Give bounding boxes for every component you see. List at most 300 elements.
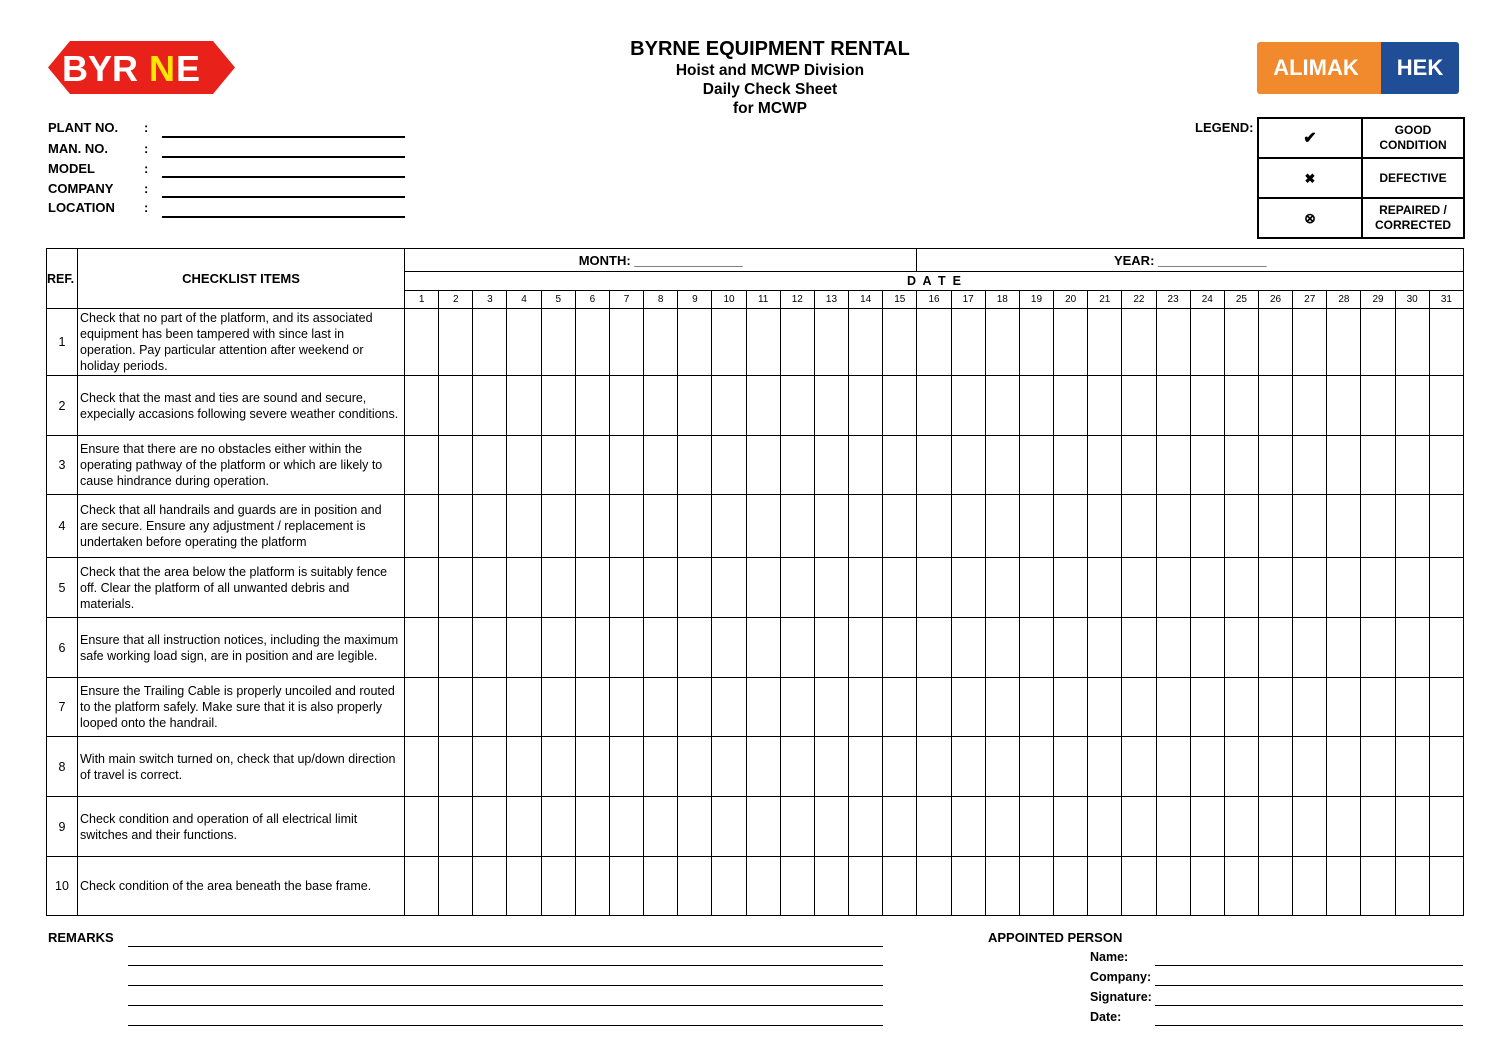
- check-cell[interactable]: [1019, 857, 1053, 916]
- check-cell[interactable]: [917, 618, 951, 678]
- check-cell[interactable]: [678, 436, 712, 495]
- check-cell[interactable]: [1190, 436, 1224, 495]
- check-cell[interactable]: [1156, 618, 1190, 678]
- check-cell[interactable]: [439, 618, 473, 678]
- check-cell[interactable]: [814, 618, 848, 678]
- check-cell[interactable]: [1361, 857, 1395, 916]
- check-cell[interactable]: [473, 495, 507, 558]
- check-cell[interactable]: [849, 678, 883, 737]
- check-cell[interactable]: [883, 737, 917, 797]
- check-cell[interactable]: [849, 495, 883, 558]
- check-cell[interactable]: [405, 436, 439, 495]
- check-cell[interactable]: [917, 376, 951, 436]
- check-cell[interactable]: [541, 797, 575, 857]
- check-cell[interactable]: [1395, 376, 1429, 436]
- check-cell[interactable]: [1054, 495, 1088, 558]
- check-cell[interactable]: [712, 495, 746, 558]
- check-cell[interactable]: [712, 436, 746, 495]
- check-cell[interactable]: [814, 495, 848, 558]
- check-cell[interactable]: [1190, 678, 1224, 737]
- check-cell[interactable]: [712, 558, 746, 618]
- plant-no-line[interactable]: [162, 136, 405, 138]
- check-cell[interactable]: [1224, 558, 1258, 618]
- check-cell[interactable]: [746, 618, 780, 678]
- check-cell[interactable]: [439, 376, 473, 436]
- check-cell[interactable]: [1293, 558, 1327, 618]
- check-cell[interactable]: [541, 558, 575, 618]
- company-line[interactable]: [1155, 985, 1463, 986]
- check-cell[interactable]: [883, 857, 917, 916]
- check-cell[interactable]: [678, 618, 712, 678]
- check-cell[interactable]: [1395, 495, 1429, 558]
- check-cell[interactable]: [883, 376, 917, 436]
- check-cell[interactable]: [780, 309, 814, 376]
- year-field[interactable]: YEAR: _______________: [917, 249, 1464, 272]
- check-cell[interactable]: [1156, 309, 1190, 376]
- check-cell[interactable]: [917, 558, 951, 618]
- check-cell[interactable]: [1361, 797, 1395, 857]
- check-cell[interactable]: [985, 737, 1019, 797]
- check-cell[interactable]: [507, 495, 541, 558]
- check-cell[interactable]: [405, 678, 439, 737]
- check-cell[interactable]: [1327, 857, 1361, 916]
- check-cell[interactable]: [678, 309, 712, 376]
- check-cell[interactable]: [1088, 309, 1122, 376]
- check-cell[interactable]: [507, 309, 541, 376]
- check-cell[interactable]: [1019, 618, 1053, 678]
- check-cell[interactable]: [405, 376, 439, 436]
- check-cell[interactable]: [439, 857, 473, 916]
- check-cell[interactable]: [951, 436, 985, 495]
- check-cell[interactable]: [405, 558, 439, 618]
- check-cell[interactable]: [1156, 376, 1190, 436]
- remarks-line[interactable]: [128, 946, 883, 947]
- check-cell[interactable]: [678, 558, 712, 618]
- remarks-line[interactable]: [128, 985, 883, 986]
- check-cell[interactable]: [1361, 618, 1395, 678]
- check-cell[interactable]: [883, 436, 917, 495]
- check-cell[interactable]: [609, 678, 643, 737]
- check-cell[interactable]: [609, 558, 643, 618]
- check-cell[interactable]: [1156, 857, 1190, 916]
- check-cell[interactable]: [1019, 737, 1053, 797]
- check-cell[interactable]: [883, 797, 917, 857]
- check-cell[interactable]: [1054, 309, 1088, 376]
- check-cell[interactable]: [1054, 737, 1088, 797]
- check-cell[interactable]: [1122, 495, 1156, 558]
- check-cell[interactable]: [507, 678, 541, 737]
- check-cell[interactable]: [405, 309, 439, 376]
- check-cell[interactable]: [951, 857, 985, 916]
- check-cell[interactable]: [507, 857, 541, 916]
- check-cell[interactable]: [1224, 618, 1258, 678]
- check-cell[interactable]: [678, 857, 712, 916]
- check-cell[interactable]: [780, 376, 814, 436]
- check-cell[interactable]: [1019, 436, 1053, 495]
- check-cell[interactable]: [1395, 558, 1429, 618]
- check-cell[interactable]: [1156, 436, 1190, 495]
- check-cell[interactable]: [1429, 857, 1463, 916]
- check-cell[interactable]: [507, 737, 541, 797]
- check-cell[interactable]: [609, 376, 643, 436]
- check-cell[interactable]: [985, 495, 1019, 558]
- check-cell[interactable]: [1019, 376, 1053, 436]
- check-cell[interactable]: [575, 309, 609, 376]
- check-cell[interactable]: [1258, 618, 1292, 678]
- check-cell[interactable]: [439, 436, 473, 495]
- check-cell[interactable]: [1019, 678, 1053, 737]
- check-cell[interactable]: [985, 678, 1019, 737]
- check-cell[interactable]: [1224, 376, 1258, 436]
- check-cell[interactable]: [780, 436, 814, 495]
- check-cell[interactable]: [1054, 376, 1088, 436]
- check-cell[interactable]: [883, 678, 917, 737]
- check-cell[interactable]: [712, 737, 746, 797]
- check-cell[interactable]: [1122, 737, 1156, 797]
- check-cell[interactable]: [644, 797, 678, 857]
- check-cell[interactable]: [473, 618, 507, 678]
- check-cell[interactable]: [780, 678, 814, 737]
- check-cell[interactable]: [1429, 558, 1463, 618]
- remarks-line[interactable]: [128, 1025, 883, 1026]
- name-line[interactable]: [1155, 965, 1463, 966]
- check-cell[interactable]: [917, 678, 951, 737]
- check-cell[interactable]: [849, 309, 883, 376]
- check-cell[interactable]: [507, 376, 541, 436]
- check-cell[interactable]: [1293, 436, 1327, 495]
- check-cell[interactable]: [712, 376, 746, 436]
- check-cell[interactable]: [575, 436, 609, 495]
- check-cell[interactable]: [780, 618, 814, 678]
- check-cell[interactable]: [1258, 678, 1292, 737]
- check-cell[interactable]: [780, 797, 814, 857]
- check-cell[interactable]: [541, 678, 575, 737]
- check-cell[interactable]: [746, 678, 780, 737]
- remarks-line[interactable]: [128, 1005, 883, 1006]
- check-cell[interactable]: [1054, 558, 1088, 618]
- check-cell[interactable]: [917, 857, 951, 916]
- check-cell[interactable]: [1327, 436, 1361, 495]
- check-cell[interactable]: [1088, 618, 1122, 678]
- check-cell[interactable]: [780, 737, 814, 797]
- check-cell[interactable]: [439, 309, 473, 376]
- check-cell[interactable]: [1190, 737, 1224, 797]
- check-cell[interactable]: [814, 558, 848, 618]
- check-cell[interactable]: [1054, 618, 1088, 678]
- check-cell[interactable]: [644, 618, 678, 678]
- location-line[interactable]: [162, 216, 405, 218]
- check-cell[interactable]: [1190, 309, 1224, 376]
- check-cell[interactable]: [541, 436, 575, 495]
- check-cell[interactable]: [609, 309, 643, 376]
- check-cell[interactable]: [1327, 376, 1361, 436]
- check-cell[interactable]: [507, 436, 541, 495]
- check-cell[interactable]: [1122, 436, 1156, 495]
- check-cell[interactable]: [1224, 309, 1258, 376]
- check-cell[interactable]: [951, 618, 985, 678]
- check-cell[interactable]: [644, 495, 678, 558]
- check-cell[interactable]: [746, 436, 780, 495]
- check-cell[interactable]: [473, 678, 507, 737]
- check-cell[interactable]: [1088, 558, 1122, 618]
- check-cell[interactable]: [1429, 678, 1463, 737]
- check-cell[interactable]: [1429, 797, 1463, 857]
- check-cell[interactable]: [473, 797, 507, 857]
- check-cell[interactable]: [1054, 436, 1088, 495]
- check-cell[interactable]: [746, 309, 780, 376]
- check-cell[interactable]: [1122, 678, 1156, 737]
- check-cell[interactable]: [644, 737, 678, 797]
- check-cell[interactable]: [780, 857, 814, 916]
- check-cell[interactable]: [473, 436, 507, 495]
- check-cell[interactable]: [1429, 436, 1463, 495]
- check-cell[interactable]: [473, 558, 507, 618]
- check-cell[interactable]: [712, 309, 746, 376]
- check-cell[interactable]: [439, 797, 473, 857]
- check-cell[interactable]: [1122, 797, 1156, 857]
- check-cell[interactable]: [917, 737, 951, 797]
- check-cell[interactable]: [507, 797, 541, 857]
- check-cell[interactable]: [405, 618, 439, 678]
- check-cell[interactable]: [985, 436, 1019, 495]
- check-cell[interactable]: [1088, 376, 1122, 436]
- check-cell[interactable]: [849, 857, 883, 916]
- check-cell[interactable]: [678, 376, 712, 436]
- check-cell[interactable]: [849, 618, 883, 678]
- check-cell[interactable]: [1361, 309, 1395, 376]
- check-cell[interactable]: [678, 737, 712, 797]
- check-cell[interactable]: [1258, 558, 1292, 618]
- check-cell[interactable]: [985, 376, 1019, 436]
- check-cell[interactable]: [814, 678, 848, 737]
- check-cell[interactable]: [1190, 797, 1224, 857]
- check-cell[interactable]: [1190, 495, 1224, 558]
- check-cell[interactable]: [1293, 737, 1327, 797]
- check-cell[interactable]: [814, 857, 848, 916]
- check-cell[interactable]: [883, 558, 917, 618]
- check-cell[interactable]: [1327, 495, 1361, 558]
- check-cell[interactable]: [951, 376, 985, 436]
- check-cell[interactable]: [712, 678, 746, 737]
- check-cell[interactable]: [1395, 737, 1429, 797]
- check-cell[interactable]: [1293, 495, 1327, 558]
- check-cell[interactable]: [405, 495, 439, 558]
- check-cell[interactable]: [746, 495, 780, 558]
- signature-line[interactable]: [1155, 1005, 1463, 1006]
- check-cell[interactable]: [1361, 376, 1395, 436]
- check-cell[interactable]: [1054, 678, 1088, 737]
- check-cell[interactable]: [1224, 678, 1258, 737]
- check-cell[interactable]: [575, 618, 609, 678]
- check-cell[interactable]: [1190, 618, 1224, 678]
- check-cell[interactable]: [644, 678, 678, 737]
- check-cell[interactable]: [541, 495, 575, 558]
- check-cell[interactable]: [1258, 376, 1292, 436]
- model-line[interactable]: [162, 176, 405, 178]
- check-cell[interactable]: [609, 737, 643, 797]
- check-cell[interactable]: [609, 618, 643, 678]
- man-no-line[interactable]: [162, 156, 405, 158]
- check-cell[interactable]: [712, 618, 746, 678]
- check-cell[interactable]: [1327, 558, 1361, 618]
- check-cell[interactable]: [1293, 618, 1327, 678]
- check-cell[interactable]: [644, 857, 678, 916]
- check-cell[interactable]: [1224, 797, 1258, 857]
- check-cell[interactable]: [405, 797, 439, 857]
- check-cell[interactable]: [575, 495, 609, 558]
- check-cell[interactable]: [541, 618, 575, 678]
- check-cell[interactable]: [1088, 797, 1122, 857]
- check-cell[interactable]: [1088, 857, 1122, 916]
- check-cell[interactable]: [951, 495, 985, 558]
- check-cell[interactable]: [439, 737, 473, 797]
- check-cell[interactable]: [746, 558, 780, 618]
- check-cell[interactable]: [849, 376, 883, 436]
- check-cell[interactable]: [1054, 797, 1088, 857]
- check-cell[interactable]: [1122, 309, 1156, 376]
- check-cell[interactable]: [951, 797, 985, 857]
- date-line[interactable]: [1155, 1025, 1463, 1026]
- check-cell[interactable]: [609, 495, 643, 558]
- check-cell[interactable]: [609, 857, 643, 916]
- check-cell[interactable]: [1088, 737, 1122, 797]
- check-cell[interactable]: [473, 309, 507, 376]
- check-cell[interactable]: [1395, 436, 1429, 495]
- check-cell[interactable]: [951, 558, 985, 618]
- check-cell[interactable]: [1429, 737, 1463, 797]
- check-cell[interactable]: [1019, 495, 1053, 558]
- check-cell[interactable]: [1019, 558, 1053, 618]
- check-cell[interactable]: [1293, 376, 1327, 436]
- check-cell[interactable]: [1258, 797, 1292, 857]
- check-cell[interactable]: [1156, 495, 1190, 558]
- check-cell[interactable]: [575, 857, 609, 916]
- check-cell[interactable]: [678, 678, 712, 737]
- remarks-line[interactable]: [128, 965, 883, 966]
- check-cell[interactable]: [405, 857, 439, 916]
- check-cell[interactable]: [917, 309, 951, 376]
- check-cell[interactable]: [1327, 618, 1361, 678]
- check-cell[interactable]: [1122, 857, 1156, 916]
- check-cell[interactable]: [1327, 678, 1361, 737]
- check-cell[interactable]: [1395, 618, 1429, 678]
- company-line[interactable]: [162, 196, 405, 198]
- check-cell[interactable]: [917, 495, 951, 558]
- check-cell[interactable]: [1361, 495, 1395, 558]
- check-cell[interactable]: [473, 737, 507, 797]
- check-cell[interactable]: [985, 797, 1019, 857]
- check-cell[interactable]: [1258, 436, 1292, 495]
- check-cell[interactable]: [609, 797, 643, 857]
- check-cell[interactable]: [644, 558, 678, 618]
- check-cell[interactable]: [712, 797, 746, 857]
- check-cell[interactable]: [541, 376, 575, 436]
- check-cell[interactable]: [985, 309, 1019, 376]
- check-cell[interactable]: [1122, 558, 1156, 618]
- check-cell[interactable]: [1190, 857, 1224, 916]
- check-cell[interactable]: [609, 436, 643, 495]
- check-cell[interactable]: [1156, 558, 1190, 618]
- check-cell[interactable]: [985, 618, 1019, 678]
- check-cell[interactable]: [1429, 618, 1463, 678]
- check-cell[interactable]: [1224, 436, 1258, 495]
- check-cell[interactable]: [1088, 678, 1122, 737]
- check-cell[interactable]: [814, 309, 848, 376]
- check-cell[interactable]: [712, 857, 746, 916]
- check-cell[interactable]: [1224, 857, 1258, 916]
- check-cell[interactable]: [985, 857, 1019, 916]
- check-cell[interactable]: [1395, 309, 1429, 376]
- check-cell[interactable]: [883, 618, 917, 678]
- check-cell[interactable]: [1258, 495, 1292, 558]
- check-cell[interactable]: [1293, 797, 1327, 857]
- check-cell[interactable]: [780, 558, 814, 618]
- check-cell[interactable]: [849, 797, 883, 857]
- check-cell[interactable]: [1122, 618, 1156, 678]
- check-cell[interactable]: [1395, 678, 1429, 737]
- check-cell[interactable]: [439, 558, 473, 618]
- check-cell[interactable]: [473, 376, 507, 436]
- check-cell[interactable]: [644, 309, 678, 376]
- check-cell[interactable]: [1293, 678, 1327, 737]
- check-cell[interactable]: [746, 857, 780, 916]
- check-cell[interactable]: [1429, 376, 1463, 436]
- check-cell[interactable]: [1224, 737, 1258, 797]
- check-cell[interactable]: [575, 558, 609, 618]
- check-cell[interactable]: [746, 376, 780, 436]
- check-cell[interactable]: [1361, 737, 1395, 797]
- check-cell[interactable]: [1293, 857, 1327, 916]
- check-cell[interactable]: [541, 737, 575, 797]
- check-cell[interactable]: [849, 737, 883, 797]
- check-cell[interactable]: [1156, 797, 1190, 857]
- check-cell[interactable]: [1156, 678, 1190, 737]
- check-cell[interactable]: [1190, 376, 1224, 436]
- check-cell[interactable]: [1327, 309, 1361, 376]
- month-field[interactable]: MONTH: _______________: [405, 249, 917, 272]
- check-cell[interactable]: [951, 309, 985, 376]
- check-cell[interactable]: [1088, 495, 1122, 558]
- check-cell[interactable]: [849, 558, 883, 618]
- check-cell[interactable]: [439, 495, 473, 558]
- check-cell[interactable]: [678, 495, 712, 558]
- check-cell[interactable]: [1293, 309, 1327, 376]
- check-cell[interactable]: [1361, 558, 1395, 618]
- check-cell[interactable]: [917, 436, 951, 495]
- check-cell[interactable]: [1327, 797, 1361, 857]
- check-cell[interactable]: [575, 737, 609, 797]
- check-cell[interactable]: [1258, 737, 1292, 797]
- check-cell[interactable]: [917, 797, 951, 857]
- check-cell[interactable]: [575, 678, 609, 737]
- check-cell[interactable]: [644, 376, 678, 436]
- check-cell[interactable]: [1361, 436, 1395, 495]
- check-cell[interactable]: [883, 309, 917, 376]
- check-cell[interactable]: [1190, 558, 1224, 618]
- check-cell[interactable]: [1088, 436, 1122, 495]
- check-cell[interactable]: [746, 737, 780, 797]
- check-cell[interactable]: [1019, 309, 1053, 376]
- check-cell[interactable]: [678, 797, 712, 857]
- check-cell[interactable]: [644, 436, 678, 495]
- check-cell[interactable]: [1019, 797, 1053, 857]
- check-cell[interactable]: [439, 678, 473, 737]
- check-cell[interactable]: [507, 618, 541, 678]
- check-cell[interactable]: [814, 737, 848, 797]
- check-cell[interactable]: [541, 309, 575, 376]
- check-cell[interactable]: [1258, 309, 1292, 376]
- check-cell[interactable]: [507, 558, 541, 618]
